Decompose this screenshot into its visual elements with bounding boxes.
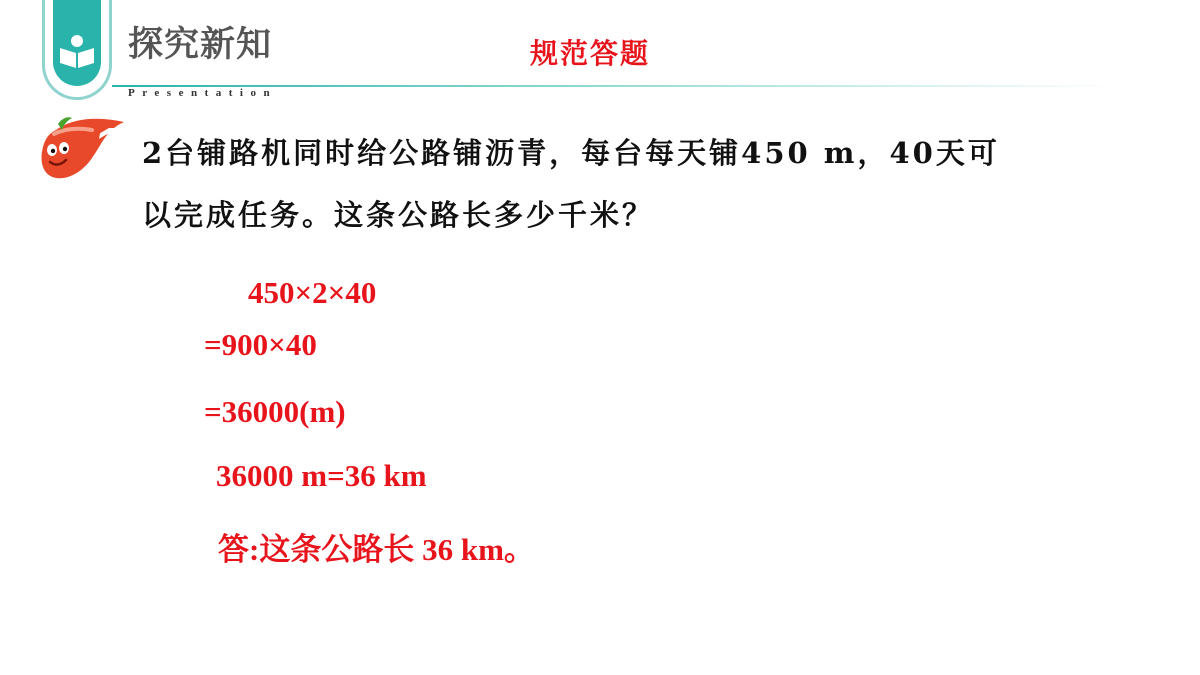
- solution-step-2: =900×40: [204, 327, 317, 362]
- problem-text-line-1: 2台铺路机同时给公路铺沥青，每台每天铺450 m，40天可: [142, 136, 1000, 170]
- section-badge: [42, 0, 112, 100]
- reader-book-icon: [57, 34, 97, 70]
- problem-number: 1: [94, 118, 120, 170]
- problem-text-line-2: 以完成任务。这条公路长多少千米？: [142, 198, 655, 232]
- section-title: 探究新知: [128, 25, 273, 65]
- solution-step-1: 450×2×40: [248, 275, 377, 310]
- solution-step-3: =36000(m): [204, 394, 346, 429]
- chili-pepper-mascot-icon: [36, 110, 136, 190]
- unit-conversion: 36000 m=36 km: [216, 458, 427, 493]
- presentation-label: Presentation: [128, 87, 278, 99]
- slide-subtitle: 规范答题: [530, 37, 651, 70]
- answer-sentence: 答:这条公路长 36 km。: [218, 532, 535, 567]
